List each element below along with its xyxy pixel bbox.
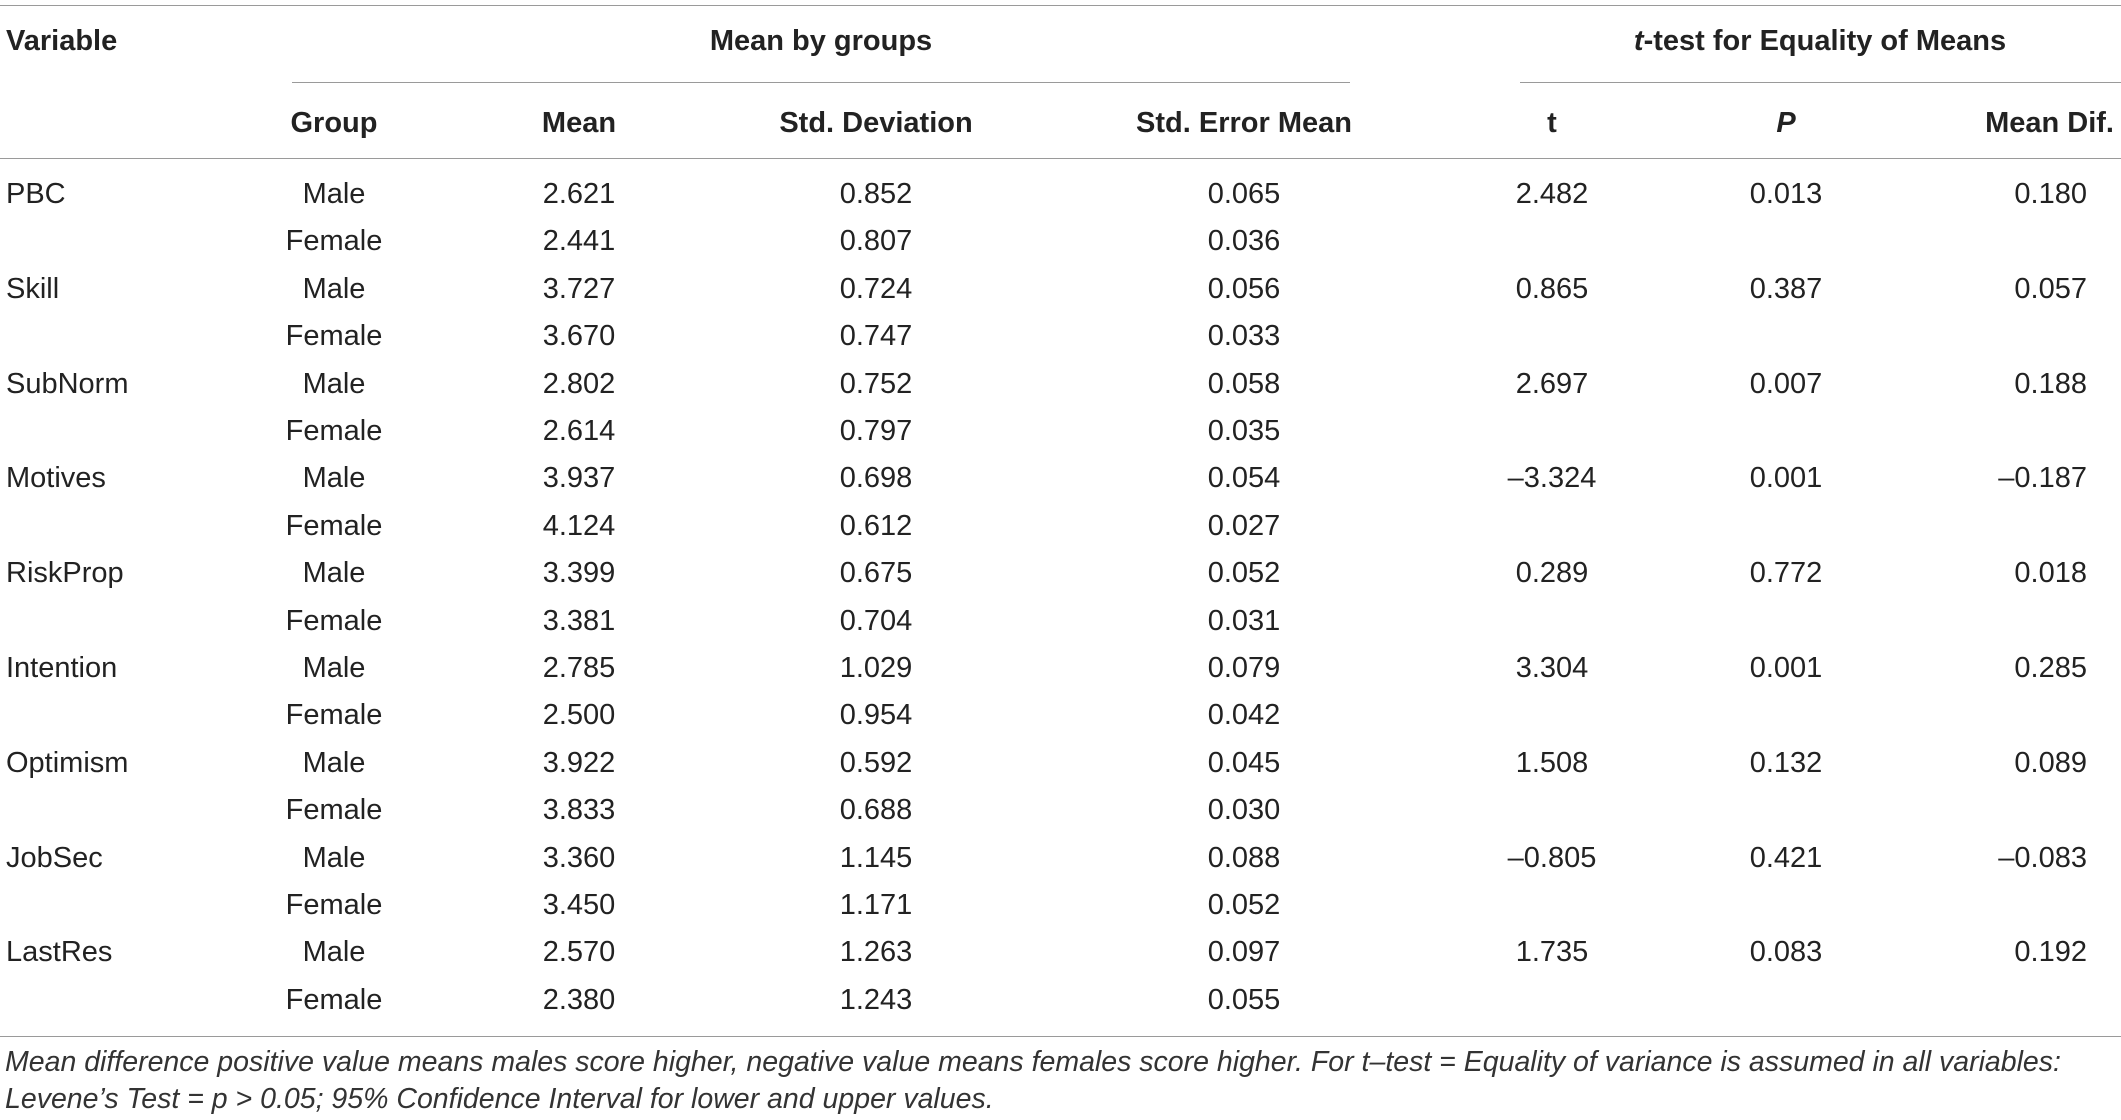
cell-variable: LastRes [6,936,113,969]
cell-t: 1.508 [1515,746,1589,779]
header-variable: Variable [6,25,118,57]
group-rule-mean [292,82,1350,83]
cell-variable: Intention [6,652,118,684]
cell-mean: 3.922 [542,746,616,779]
cell-p: 0.421 [1749,841,1823,874]
cell-std-deviation: 0.704 [839,604,913,637]
cell-group: Female [285,794,383,827]
cell-std-deviation: 1.171 [839,889,913,921]
cell-std-error-mean: 0.097 [1207,936,1281,969]
cell-t: –0.805 [1507,841,1597,874]
cell-group: Female [285,983,383,1016]
header-ttest [1634,24,2006,58]
cell-std-deviation: 0.752 [839,367,913,400]
cell-variable: Skill [6,272,60,305]
cell-std-deviation: 0.852 [839,178,913,210]
cell-p: 0.387 [1749,272,1823,305]
cell-std-error-mean: 0.052 [1207,557,1281,590]
cell-std-error-mean: 0.088 [1207,841,1281,874]
cell-group: Male [302,936,366,969]
cell-std-deviation: 0.592 [839,746,913,779]
cell-std-deviation: 1.029 [839,652,913,684]
cell-p: 0.007 [1749,367,1823,400]
cell-mean: 2.785 [542,652,616,684]
cell-std-error-mean: 0.045 [1207,746,1281,779]
cell-std-error-mean: 0.055 [1207,983,1281,1016]
header-mean-dif: Mean Dif. [1985,107,2114,139]
cell-t: 2.482 [1515,178,1589,210]
cell-mean-dif: 0.057 [2014,272,2087,305]
cell-mean: 3.833 [542,794,616,827]
cell-p: 0.132 [1749,746,1823,779]
cell-mean: 2.441 [542,225,616,258]
cell-variable: Motives [6,462,106,495]
header-mean-by-groups: Mean by groups [709,25,933,57]
cell-t: 0.289 [1515,557,1589,590]
cell-group: Female [285,225,383,258]
cell-mean: 2.802 [542,367,616,400]
cell-std-error-mean: 0.042 [1207,699,1281,732]
header-rule [0,158,2121,159]
cell-t: 3.304 [1515,652,1589,684]
cell-std-deviation: 0.747 [839,320,913,353]
header-p [1776,106,1795,140]
cell-group: Female [285,320,383,353]
cell-mean-dif: 0.285 [2014,652,2087,684]
cell-mean-dif: 0.192 [2014,936,2087,969]
cell-std-deviation: 0.675 [839,557,913,590]
cell-t: –3.324 [1507,462,1597,495]
cell-variable: Optimism [6,746,129,779]
cell-group: Male [302,652,366,684]
header-mean: Mean [541,107,617,139]
cell-std-deviation: 0.954 [839,699,913,732]
cell-mean: 3.937 [542,462,616,495]
cell-std-deviation: 0.807 [839,225,913,258]
cell-std-deviation: 0.612 [839,509,913,542]
cell-std-error-mean: 0.033 [1207,320,1281,353]
cell-group: Male [302,841,366,874]
cell-variable: PBC [6,178,66,210]
cell-p: 0.772 [1749,557,1823,590]
cell-variable: JobSec [6,841,103,874]
header-ttest-rest: -test for Equality of Means [1643,25,2007,57]
cell-std-deviation: 0.688 [839,794,913,827]
header-t: t [1547,107,1557,139]
table-footnote: Mean difference positive value means males score higher, negative value means females score higher. For t–test = Equality of variance is assumed in all variables: Levene’s Test = p > 0.05; 95% Confidence Interval for lower and upper values. [5,1046,2061,1115]
cell-p: 0.083 [1749,936,1823,969]
cell-mean-dif: –0.083 [1998,841,2087,874]
cell-variable: RiskProp [6,557,124,590]
cell-std-deviation: 1.263 [839,936,913,969]
cell-mean-dif: 0.188 [2014,367,2087,400]
cell-mean-dif: 0.018 [2014,557,2087,590]
bottom-rule [0,1036,2121,1037]
group-rule-ttest [1520,82,2121,83]
cell-std-error-mean: 0.058 [1207,367,1281,400]
cell-std-deviation: 0.698 [839,462,913,495]
cell-std-error-mean: 0.027 [1207,509,1281,542]
cell-std-deviation: 1.145 [839,841,913,874]
top-rule [0,5,2121,6]
cell-mean: 3.399 [542,557,616,590]
cell-mean: 2.621 [542,178,616,210]
cell-p: 0.001 [1749,652,1823,684]
cell-p: 0.001 [1749,462,1823,495]
cell-t: 0.865 [1515,272,1589,305]
cell-std-error-mean: 0.052 [1207,889,1281,921]
cell-std-error-mean: 0.035 [1207,415,1281,447]
cell-mean: 3.727 [542,272,616,305]
cell-mean-dif: 0.180 [2014,178,2087,210]
cell-group: Female [285,889,383,921]
cell-mean-dif: –0.187 [1998,462,2087,495]
cell-group: Female [285,699,383,732]
header-std-deviation: Std. Deviation [779,107,973,139]
cell-mean: 2.570 [542,936,616,969]
cell-mean: 3.450 [542,889,616,921]
cell-std-deviation: 0.797 [839,415,913,447]
cell-std-error-mean: 0.054 [1207,462,1281,495]
cell-group: Male [302,367,366,400]
cell-std-error-mean: 0.056 [1207,272,1281,305]
cell-std-error-mean: 0.031 [1207,604,1281,637]
cell-group: Female [285,415,383,447]
cell-mean-dif: 0.089 [2014,746,2087,779]
cell-std-error-mean: 0.065 [1207,178,1281,210]
cell-std-deviation: 0.724 [839,272,913,305]
cell-group: Male [302,557,366,590]
cell-group: Male [302,178,366,210]
cell-group: Male [302,746,366,779]
header-group: Group [290,107,378,139]
cell-std-error-mean: 0.079 [1207,652,1281,684]
cell-std-error-mean: 0.030 [1207,794,1281,827]
cell-group: Male [302,272,366,305]
cell-variable: SubNorm [6,367,129,400]
cell-mean: 2.500 [542,699,616,732]
cell-mean: 2.380 [542,983,616,1016]
cell-mean: 4.124 [542,509,616,542]
cell-t: 2.697 [1515,367,1589,400]
cell-std-error-mean: 0.036 [1207,225,1281,258]
cell-mean: 3.670 [542,320,616,353]
header-p-italic: P [1776,107,1796,139]
cell-group: Female [285,509,383,542]
header-ttest-italic: t [1633,25,1644,57]
cell-group: Male [302,462,366,495]
header-std-error-mean: Std. Error Mean [1136,107,1352,139]
cell-t: 1.735 [1515,936,1589,969]
cell-mean: 3.381 [542,604,616,637]
cell-group: Female [285,604,383,637]
cell-mean: 3.360 [542,841,616,874]
cell-p: 0.013 [1749,178,1823,210]
cell-std-deviation: 1.243 [839,983,913,1016]
cell-mean: 2.614 [542,415,616,447]
